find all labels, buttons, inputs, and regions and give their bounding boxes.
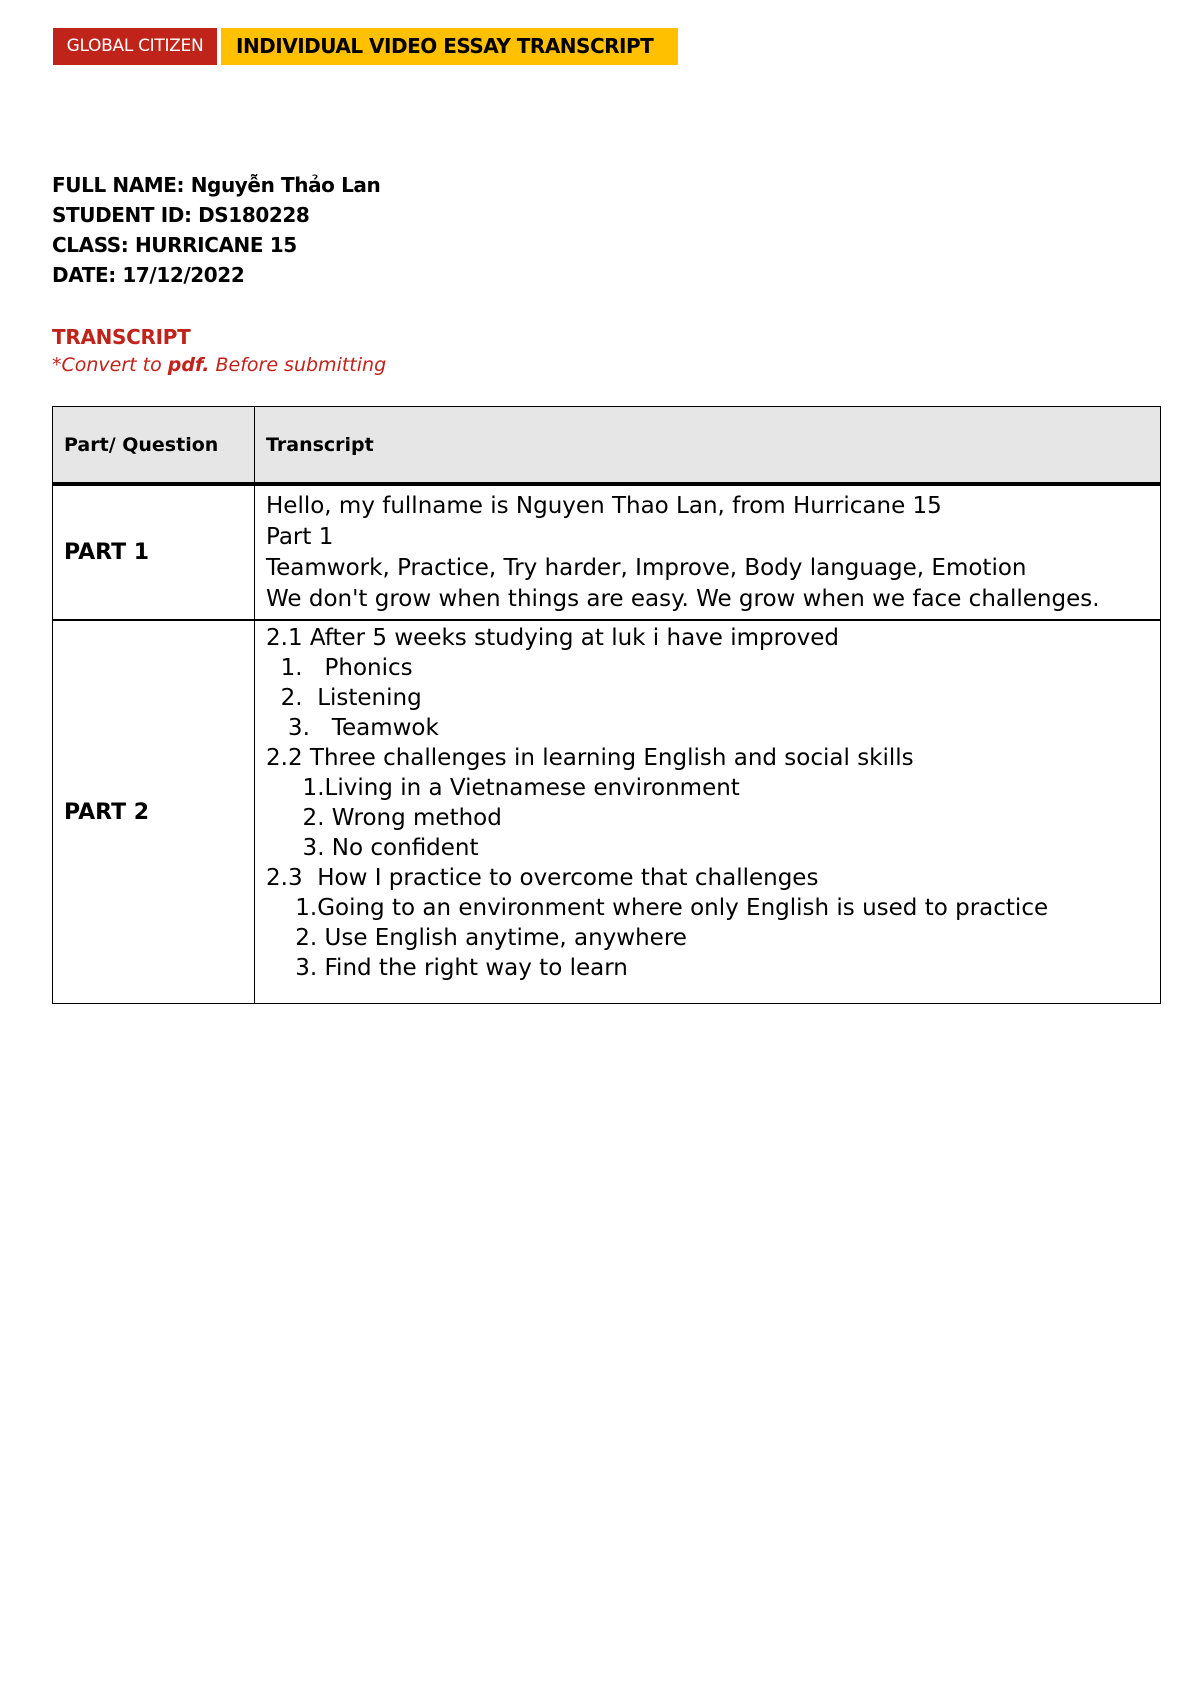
table-header-row	[53, 407, 1161, 485]
transcript-cell	[255, 620, 1161, 1004]
row-label: PART 1	[53, 484, 255, 620]
transcript-line: 2.3 How I practice to overcome that challenges	[266, 865, 819, 891]
section-title: TRANSCRIPT	[52, 325, 191, 349]
transcript-line: We don't grow when things are easy. We grow when we face challenges.	[266, 585, 1100, 612]
transcript-line: 1.Going to an environment where only English is used to practice	[266, 895, 1049, 921]
row-label: PART 2	[53, 620, 255, 1004]
transcript-line: 3. Teamwok	[266, 715, 439, 741]
date: DATE: 17/12/2022	[52, 263, 245, 287]
banner-title: INDIVIDUAL VIDEO ESSAY TRANSCRIPT	[221, 28, 678, 65]
transcript-line: 2.2 Three challenges in learning English and social skills	[266, 745, 914, 771]
transcript-line: 1.Living in a Vietnamese environment	[266, 775, 740, 801]
table-row	[53, 484, 1161, 620]
class: CLASS: HURRICANE 15	[52, 233, 297, 257]
transcript-line: 2. Wrong method	[266, 805, 502, 831]
header-banner	[53, 28, 678, 65]
transcript-line: 3. Find the right way to learn	[266, 955, 628, 981]
transcript-cell	[255, 484, 1161, 620]
transcript-table	[52, 406, 1161, 1004]
transcript-line: Hello, my fullname is Nguyen Thao Lan, from Hurricane 15	[266, 492, 942, 519]
note-suffix: Before submitting	[209, 354, 387, 376]
full-name: FULL NAME: Nguyễn Thảo Lan	[52, 173, 381, 197]
header-transcript: Transcript	[255, 407, 1161, 485]
transcript-line: 1. Phonics	[266, 655, 413, 681]
banner-global-citizen: GLOBAL CITIZEN	[53, 28, 217, 65]
student-info	[52, 170, 380, 290]
transcript-line: Teamwork, Practice, Try harder, Improve, Body language, Emotion	[266, 554, 1027, 581]
transcript-line: 2.1 After 5 weeks studying at luk i have improved	[266, 625, 840, 651]
header-part-question: Part/ Question	[53, 407, 255, 485]
note-bold: pdf.	[167, 354, 210, 376]
transcript-line: Part 1	[266, 523, 334, 550]
transcript-line: 2. Listening	[266, 685, 422, 711]
submission-note	[52, 354, 386, 376]
transcript-line: 3. No confident	[266, 835, 479, 861]
transcript-line: 2. Use English anytime, anywhere	[266, 925, 687, 951]
student-id: STUDENT ID: DS180228	[52, 203, 310, 227]
table-row	[53, 620, 1161, 1004]
note-prefix: *Convert to	[52, 354, 168, 376]
